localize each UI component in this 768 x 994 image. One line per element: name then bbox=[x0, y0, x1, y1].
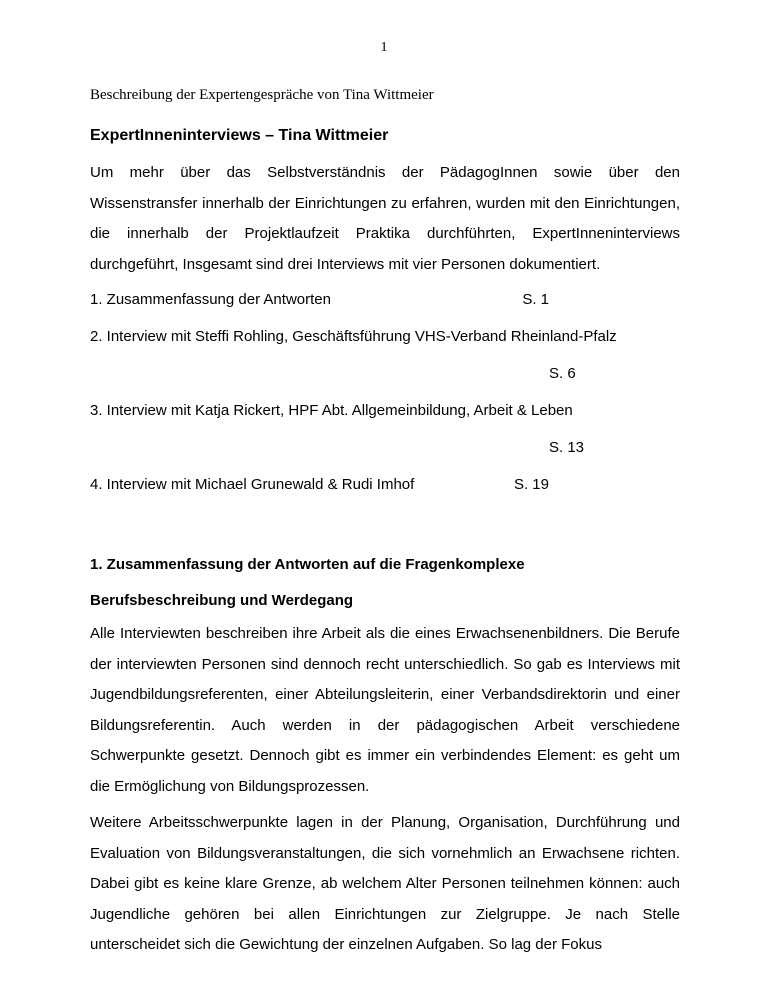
body-paragraph: Alle Interviewten beschreiben ihre Arbeit als die eines Erwachsenenbildners. Die Berufe der interviewten Personen sind dennoch recht unterschiedlich. So gab es Interviews mit Jugendbildungsreferenten, einer Abteilungsleiterin, einer Verbandsdirektorin und einer Bildungsreferentin. Auch werden in der pädagogischen Arbeit verschiedene Schwerpunkte gesetzt. Dennoch gibt es immer ein verbindendes Element: es geht um die Ermöglichung von Bildungsprozessen. bbox=[90, 625, 680, 795]
section-heading: 1. Zusammenfassung der Antworten auf die Fragenkomplexe bbox=[90, 556, 525, 573]
toc-entry-label: 2. Interview mit Steffi Rohling, Geschäftsführung VHS-Verband Rheinland-Pfalz bbox=[90, 328, 617, 345]
toc-entry-page: S. 1 bbox=[522, 291, 549, 308]
toc-entry bbox=[90, 327, 680, 384]
document-header: Beschreibung der Expertengespräche von Tina Wittmeier bbox=[90, 87, 434, 103]
toc-entry bbox=[90, 401, 680, 458]
document-title: ExpertInneninterviews – Tina Wittmeier bbox=[90, 127, 389, 144]
section-subheading: Berufsbeschreibung und Werdegang bbox=[90, 592, 354, 609]
toc-entry-label: 1. Zusammenfassung der Antworten bbox=[90, 291, 331, 308]
body-paragraph: Weitere Arbeitsschwerpunkte lagen in der Planung, Organisation, Durchführung und Evaluation von Bildungsveranstaltungen, die sich vornehmlich an Erwachsene richten. Dabei gibt es keine klare Grenze, ab welchem Alter Personen teilnehmen können: auch Jugendliche gehören bei allen Einrichtungen zur Zielgruppe. Je nach Stelle unterscheidet sich die Gewichtung der einzelnen Aufgaben. So lag der Fokus bbox=[90, 814, 680, 953]
toc-entry bbox=[90, 290, 680, 310]
toc-entry-page: S. 13 bbox=[549, 439, 585, 456]
toc-entry-page: S. 19 bbox=[513, 476, 549, 493]
toc-entry-label: 4. Interview mit Michael Grunewald & Rudi Imhof bbox=[90, 476, 415, 493]
toc-entry-page: S. 6 bbox=[549, 365, 576, 382]
document-body bbox=[90, 126, 680, 967]
table-of-contents bbox=[90, 290, 680, 495]
intro-paragraph: Um mehr über das Selbstverständnis der PädagogInnen sowie über den Wissenstransfer innerhalb der Einrichtungen zu erfahren, wurden mit den Einrichtungen, die innerhalb der Projektlaufzeit Praktika durchführten, ExpertInneninterviews durchgeführt, Insgesamt sind drei Interviews mit vier Personen dokumentiert. bbox=[90, 164, 680, 273]
toc-entry bbox=[90, 475, 680, 495]
page-number: 1 bbox=[380, 40, 388, 55]
toc-entry-label: 3. Interview mit Katja Rickert, HPF Abt. Allgemeinbildung, Arbeit & Leben bbox=[90, 402, 573, 419]
